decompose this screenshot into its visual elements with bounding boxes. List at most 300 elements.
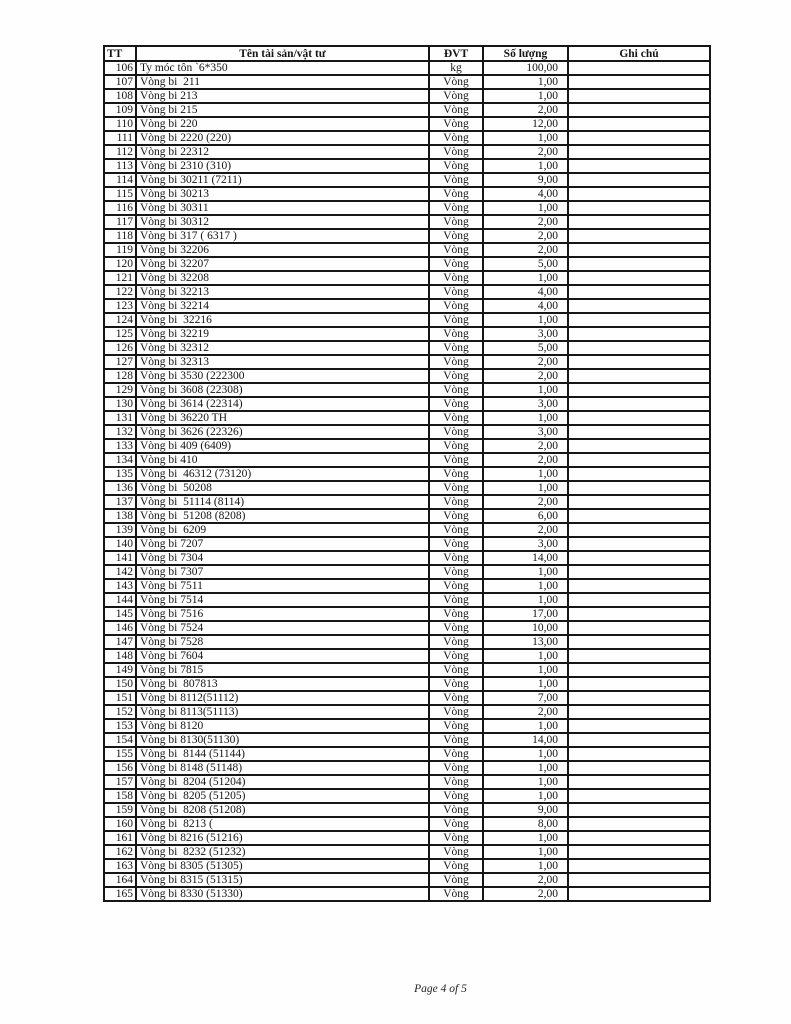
table-row: [104, 859, 710, 873]
quantity-cell: 100,00: [483, 61, 568, 75]
table-row: [104, 159, 710, 173]
unit-cell: Vòng: [429, 803, 483, 817]
row-number-cell: 144: [104, 593, 136, 607]
table-row: [104, 495, 710, 509]
header-unit: ĐVT: [429, 46, 483, 61]
table-row: [104, 663, 710, 677]
note-cell: [568, 453, 710, 467]
quantity-cell: 14,00: [483, 551, 568, 565]
table-row: [104, 831, 710, 845]
table-row: [104, 649, 710, 663]
note-cell: [568, 313, 710, 327]
table-row: [104, 453, 710, 467]
unit-cell: Vòng: [429, 397, 483, 411]
note-cell: [568, 523, 710, 537]
note-cell: [568, 103, 710, 117]
note-cell: [568, 845, 710, 859]
asset-name-cell: Vòng bi 7524: [136, 621, 429, 635]
quantity-cell: 2,00: [483, 453, 568, 467]
quantity-cell: 1,00: [483, 649, 568, 663]
unit-cell: Vòng: [429, 159, 483, 173]
note-cell: [568, 271, 710, 285]
note-cell: [568, 607, 710, 621]
table-row: [104, 61, 710, 75]
quantity-cell: 12,00: [483, 117, 568, 131]
row-number-cell: 109: [104, 103, 136, 117]
quantity-cell: 7,00: [483, 691, 568, 705]
note-cell: [568, 383, 710, 397]
note-cell: [568, 327, 710, 341]
asset-name-cell: Vòng bi 8204 (51204): [136, 775, 429, 789]
quantity-cell: 5,00: [483, 341, 568, 355]
asset-name-cell: Vòng bi 8120: [136, 719, 429, 733]
quantity-cell: 1,00: [483, 831, 568, 845]
asset-name-cell: Vòng bi 409 (6409): [136, 439, 429, 453]
asset-name-cell: Vòng bi 7304: [136, 551, 429, 565]
asset-name-cell: Vòng bi 22312: [136, 145, 429, 159]
table-row: [104, 845, 710, 859]
unit-cell: Vòng: [429, 89, 483, 103]
row-number-cell: 153: [104, 719, 136, 733]
table-row: [104, 677, 710, 691]
table-row: [104, 425, 710, 439]
unit-cell: Vòng: [429, 733, 483, 747]
asset-name-cell: Vòng bi 8330 (51330): [136, 887, 429, 901]
row-number-cell: 149: [104, 663, 136, 677]
asset-name-cell: Vòng bi 6209: [136, 523, 429, 537]
asset-name-cell: Vòng bi 3614 (22314): [136, 397, 429, 411]
unit-cell: Vòng: [429, 831, 483, 845]
note-cell: [568, 397, 710, 411]
note-cell: [568, 565, 710, 579]
table-row: [104, 761, 710, 775]
unit-cell: Vòng: [429, 887, 483, 901]
asset-name-cell: Vòng bi 8112(51112): [136, 691, 429, 705]
asset-name-cell: Vòng bi 8305 (51305): [136, 859, 429, 873]
row-number-cell: 164: [104, 873, 136, 887]
note-cell: [568, 243, 710, 257]
unit-cell: Vòng: [429, 425, 483, 439]
row-number-cell: 111: [104, 131, 136, 145]
asset-name-cell: Vòng bi 46312 (73120): [136, 467, 429, 481]
note-cell: [568, 579, 710, 593]
asset-name-cell: Vòng bi 51114 (8114): [136, 495, 429, 509]
quantity-cell: 2,00: [483, 215, 568, 229]
unit-cell: Vòng: [429, 565, 483, 579]
header-row: [104, 46, 710, 61]
asset-name-cell: Vòng bi 51208 (8208): [136, 509, 429, 523]
table-row: [104, 369, 710, 383]
quantity-cell: 1,00: [483, 789, 568, 803]
unit-cell: Vòng: [429, 579, 483, 593]
unit-cell: Vòng: [429, 509, 483, 523]
row-number-cell: 123: [104, 299, 136, 313]
quantity-cell: 1,00: [483, 159, 568, 173]
row-number-cell: 151: [104, 691, 136, 705]
asset-name-cell: Vòng bi 7528: [136, 635, 429, 649]
asset-name-cell: Vòng bi 7307: [136, 565, 429, 579]
note-cell: [568, 887, 710, 901]
header-asset-name: Tên tài sản/vật tư: [136, 46, 429, 61]
quantity-cell: 2,00: [483, 439, 568, 453]
asset-name-cell: Vòng bi 30311: [136, 201, 429, 215]
quantity-cell: 4,00: [483, 187, 568, 201]
unit-cell: Vòng: [429, 355, 483, 369]
row-number-cell: 148: [104, 649, 136, 663]
unit-cell: Vòng: [429, 593, 483, 607]
quantity-cell: 1,00: [483, 411, 568, 425]
asset-name-cell: Vòng bi 8130(51130): [136, 733, 429, 747]
note-cell: [568, 229, 710, 243]
asset-name-cell: Vòng bi 32208: [136, 271, 429, 285]
unit-cell: Vòng: [429, 551, 483, 565]
note-cell: [568, 299, 710, 313]
row-number-cell: 116: [104, 201, 136, 215]
table-row: [104, 733, 710, 747]
unit-cell: Vòng: [429, 719, 483, 733]
unit-cell: Vòng: [429, 663, 483, 677]
unit-cell: Vòng: [429, 327, 483, 341]
note-cell: [568, 425, 710, 439]
quantity-cell: 1,00: [483, 89, 568, 103]
table-row: [104, 747, 710, 761]
quantity-cell: 2,00: [483, 103, 568, 117]
row-number-cell: 159: [104, 803, 136, 817]
table-row: [104, 383, 710, 397]
quantity-cell: 2,00: [483, 229, 568, 243]
table-row: [104, 635, 710, 649]
unit-cell: Vòng: [429, 257, 483, 271]
row-number-cell: 112: [104, 145, 136, 159]
unit-cell: Vòng: [429, 635, 483, 649]
note-cell: [568, 817, 710, 831]
quantity-cell: 3,00: [483, 425, 568, 439]
row-number-cell: 134: [104, 453, 136, 467]
quantity-cell: 1,00: [483, 565, 568, 579]
asset-name-cell: Vòng bi 32313: [136, 355, 429, 369]
note-cell: [568, 509, 710, 523]
unit-cell: Vòng: [429, 467, 483, 481]
table-row: [104, 187, 710, 201]
note-cell: [568, 831, 710, 845]
quantity-cell: 13,00: [483, 635, 568, 649]
asset-name-cell: Vòng bi 32219: [136, 327, 429, 341]
table-row: [104, 313, 710, 327]
row-number-cell: 121: [104, 271, 136, 285]
quantity-cell: 1,00: [483, 131, 568, 145]
page-number-text: Page 4 of 5: [414, 983, 467, 995]
asset-name-cell: Vòng bi 32214: [136, 299, 429, 313]
note-cell: [568, 691, 710, 705]
unit-cell: Vòng: [429, 537, 483, 551]
table-row: [104, 565, 710, 579]
row-number-cell: 114: [104, 173, 136, 187]
asset-name-cell: Vòng bi 50208: [136, 481, 429, 495]
note-cell: [568, 621, 710, 635]
table-row: [104, 467, 710, 481]
note-cell: [568, 439, 710, 453]
row-number-cell: 142: [104, 565, 136, 579]
note-cell: [568, 201, 710, 215]
unit-cell: Vòng: [429, 859, 483, 873]
table-row: [104, 523, 710, 537]
unit-cell: Vòng: [429, 75, 483, 89]
quantity-cell: 9,00: [483, 173, 568, 187]
quantity-cell: 8,00: [483, 817, 568, 831]
asset-name-cell: Vòng bi 8205 (51205): [136, 789, 429, 803]
unit-cell: Vòng: [429, 117, 483, 131]
row-number-cell: 152: [104, 705, 136, 719]
unit-cell: Vòng: [429, 649, 483, 663]
asset-name-cell: Vòng bi 8113(51113): [136, 705, 429, 719]
quantity-cell: 1,00: [483, 747, 568, 761]
row-number-cell: 155: [104, 747, 136, 761]
asset-name-cell: Vòng bi 317 ( 6317 ): [136, 229, 429, 243]
unit-cell: Vòng: [429, 243, 483, 257]
table-row: [104, 285, 710, 299]
note-cell: [568, 467, 710, 481]
row-number-cell: 132: [104, 425, 136, 439]
asset-name-cell: Vòng bi 2310 (310): [136, 159, 429, 173]
note-cell: [568, 355, 710, 369]
asset-name-cell: Vòng bi 807813: [136, 677, 429, 691]
row-number-cell: 147: [104, 635, 136, 649]
quantity-cell: 2,00: [483, 369, 568, 383]
row-number-cell: 141: [104, 551, 136, 565]
note-cell: [568, 635, 710, 649]
note-cell: [568, 89, 710, 103]
table-row: [104, 803, 710, 817]
table-row: [104, 257, 710, 271]
note-cell: [568, 131, 710, 145]
asset-name-cell: Vòng bi 7207: [136, 537, 429, 551]
asset-name-cell: Vòng bi 8315 (51315): [136, 873, 429, 887]
table-row: [104, 551, 710, 565]
row-number-cell: 128: [104, 369, 136, 383]
asset-name-cell: Ty móc tôn `6*350: [136, 61, 429, 75]
row-number-cell: 138: [104, 509, 136, 523]
row-number-cell: 110: [104, 117, 136, 131]
unit-cell: Vòng: [429, 229, 483, 243]
asset-name-cell: Vòng bi 32312: [136, 341, 429, 355]
note-cell: [568, 719, 710, 733]
table-row: [104, 411, 710, 425]
asset-name-cell: Vòng bi 2220 (220): [136, 131, 429, 145]
table-row: [104, 397, 710, 411]
note-cell: [568, 495, 710, 509]
table-row: [104, 607, 710, 621]
quantity-cell: 9,00: [483, 803, 568, 817]
asset-name-cell: Vòng bi 36220 TH: [136, 411, 429, 425]
quantity-cell: 1,00: [483, 271, 568, 285]
unit-cell: Vòng: [429, 523, 483, 537]
row-number-cell: 115: [104, 187, 136, 201]
quantity-cell: 1,00: [483, 481, 568, 495]
asset-name-cell: Vòng bi 32207: [136, 257, 429, 271]
table-row: [104, 145, 710, 159]
row-number-cell: 108: [104, 89, 136, 103]
table-row: [104, 439, 710, 453]
row-number-cell: 106: [104, 61, 136, 75]
asset-name-cell: Vòng bi 213: [136, 89, 429, 103]
unit-cell: Vòng: [429, 775, 483, 789]
row-number-cell: 129: [104, 383, 136, 397]
table-row: [104, 481, 710, 495]
row-number-cell: 135: [104, 467, 136, 481]
inventory-table: [103, 45, 711, 902]
unit-cell: Vòng: [429, 201, 483, 215]
note-cell: [568, 803, 710, 817]
quantity-cell: 2,00: [483, 887, 568, 901]
table-row: [104, 775, 710, 789]
quantity-cell: 2,00: [483, 705, 568, 719]
quantity-cell: 1,00: [483, 775, 568, 789]
unit-cell: kg: [429, 61, 483, 75]
unit-cell: Vòng: [429, 173, 483, 187]
row-number-cell: 125: [104, 327, 136, 341]
quantity-cell: 2,00: [483, 495, 568, 509]
asset-name-cell: Vòng bi 220: [136, 117, 429, 131]
note-cell: [568, 285, 710, 299]
quantity-cell: 2,00: [483, 355, 568, 369]
unit-cell: Vòng: [429, 383, 483, 397]
note-cell: [568, 747, 710, 761]
row-number-cell: 113: [104, 159, 136, 173]
note-cell: [568, 677, 710, 691]
unit-cell: Vòng: [429, 299, 483, 313]
row-number-cell: 127: [104, 355, 136, 369]
note-cell: [568, 481, 710, 495]
unit-cell: Vòng: [429, 131, 483, 145]
asset-name-cell: Vòng bi 30213: [136, 187, 429, 201]
row-number-cell: 140: [104, 537, 136, 551]
note-cell: [568, 215, 710, 229]
row-number-cell: 133: [104, 439, 136, 453]
note-cell: [568, 159, 710, 173]
quantity-cell: 3,00: [483, 327, 568, 341]
row-number-cell: 145: [104, 607, 136, 621]
note-cell: [568, 789, 710, 803]
quantity-cell: 14,00: [483, 733, 568, 747]
unit-cell: Vòng: [429, 187, 483, 201]
table-row: [104, 789, 710, 803]
note-cell: [568, 733, 710, 747]
unit-cell: Vòng: [429, 271, 483, 285]
table-row: [104, 537, 710, 551]
quantity-cell: 1,00: [483, 677, 568, 691]
asset-name-cell: Vòng bi 8208 (51208): [136, 803, 429, 817]
row-number-cell: 107: [104, 75, 136, 89]
row-number-cell: 119: [104, 243, 136, 257]
note-cell: [568, 145, 710, 159]
table-row: [104, 299, 710, 313]
asset-name-cell: Vòng bi 7514: [136, 593, 429, 607]
note-cell: [568, 257, 710, 271]
unit-cell: Vòng: [429, 789, 483, 803]
quantity-cell: 10,00: [483, 621, 568, 635]
page-footer: [45, 983, 791, 995]
header-quantity: Số lượng: [483, 46, 568, 61]
note-cell: [568, 775, 710, 789]
note-cell: [568, 663, 710, 677]
asset-name-cell: Vòng bi 8213 (: [136, 817, 429, 831]
quantity-cell: 2,00: [483, 523, 568, 537]
row-number-cell: 137: [104, 495, 136, 509]
asset-name-cell: Vòng bi 8144 (51144): [136, 747, 429, 761]
quantity-cell: 1,00: [483, 593, 568, 607]
quantity-cell: 6,00: [483, 509, 568, 523]
row-number-cell: 165: [104, 887, 136, 901]
table-row: [104, 243, 710, 257]
quantity-cell: 1,00: [483, 845, 568, 859]
header-tt: TT: [104, 46, 136, 61]
asset-name-cell: Vòng bi 32216: [136, 313, 429, 327]
quantity-cell: 4,00: [483, 299, 568, 313]
table-row: [104, 327, 710, 341]
unit-cell: Vòng: [429, 103, 483, 117]
row-number-cell: 130: [104, 397, 136, 411]
unit-cell: Vòng: [429, 369, 483, 383]
row-number-cell: 139: [104, 523, 136, 537]
table-row: [104, 131, 710, 145]
asset-name-cell: Vòng bi 215: [136, 103, 429, 117]
quantity-cell: 1,00: [483, 859, 568, 873]
table-row: [104, 509, 710, 523]
row-number-cell: 131: [104, 411, 136, 425]
row-number-cell: 161: [104, 831, 136, 845]
note-cell: [568, 551, 710, 565]
asset-name-cell: Vòng bi 3608 (22308): [136, 383, 429, 397]
unit-cell: Vòng: [429, 411, 483, 425]
table-row: [104, 593, 710, 607]
unit-cell: Vòng: [429, 453, 483, 467]
quantity-cell: 1,00: [483, 201, 568, 215]
row-number-cell: 162: [104, 845, 136, 859]
table-row: [104, 579, 710, 593]
asset-name-cell: Vòng bi 32206: [136, 243, 429, 257]
unit-cell: Vòng: [429, 285, 483, 299]
header-note: Ghi chú: [568, 46, 710, 61]
note-cell: [568, 173, 710, 187]
unit-cell: Vòng: [429, 691, 483, 705]
asset-name-cell: Vòng bi 7516: [136, 607, 429, 621]
table-row: [104, 117, 710, 131]
unit-cell: Vòng: [429, 761, 483, 775]
row-number-cell: 120: [104, 257, 136, 271]
quantity-cell: 1,00: [483, 313, 568, 327]
row-number-cell: 163: [104, 859, 136, 873]
row-number-cell: 154: [104, 733, 136, 747]
row-number-cell: 136: [104, 481, 136, 495]
table-row: [104, 89, 710, 103]
unit-cell: Vòng: [429, 145, 483, 159]
unit-cell: Vòng: [429, 677, 483, 691]
note-cell: [568, 341, 710, 355]
table-row: [104, 355, 710, 369]
quantity-cell: 1,00: [483, 719, 568, 733]
note-cell: [568, 537, 710, 551]
unit-cell: Vòng: [429, 481, 483, 495]
table-row: [104, 873, 710, 887]
row-number-cell: 156: [104, 761, 136, 775]
note-cell: [568, 761, 710, 775]
quantity-cell: 1,00: [483, 383, 568, 397]
note-cell: [568, 649, 710, 663]
note-cell: [568, 705, 710, 719]
table-row: [104, 215, 710, 229]
asset-name-cell: Vòng bi 3530 (222300: [136, 369, 429, 383]
row-number-cell: 118: [104, 229, 136, 243]
